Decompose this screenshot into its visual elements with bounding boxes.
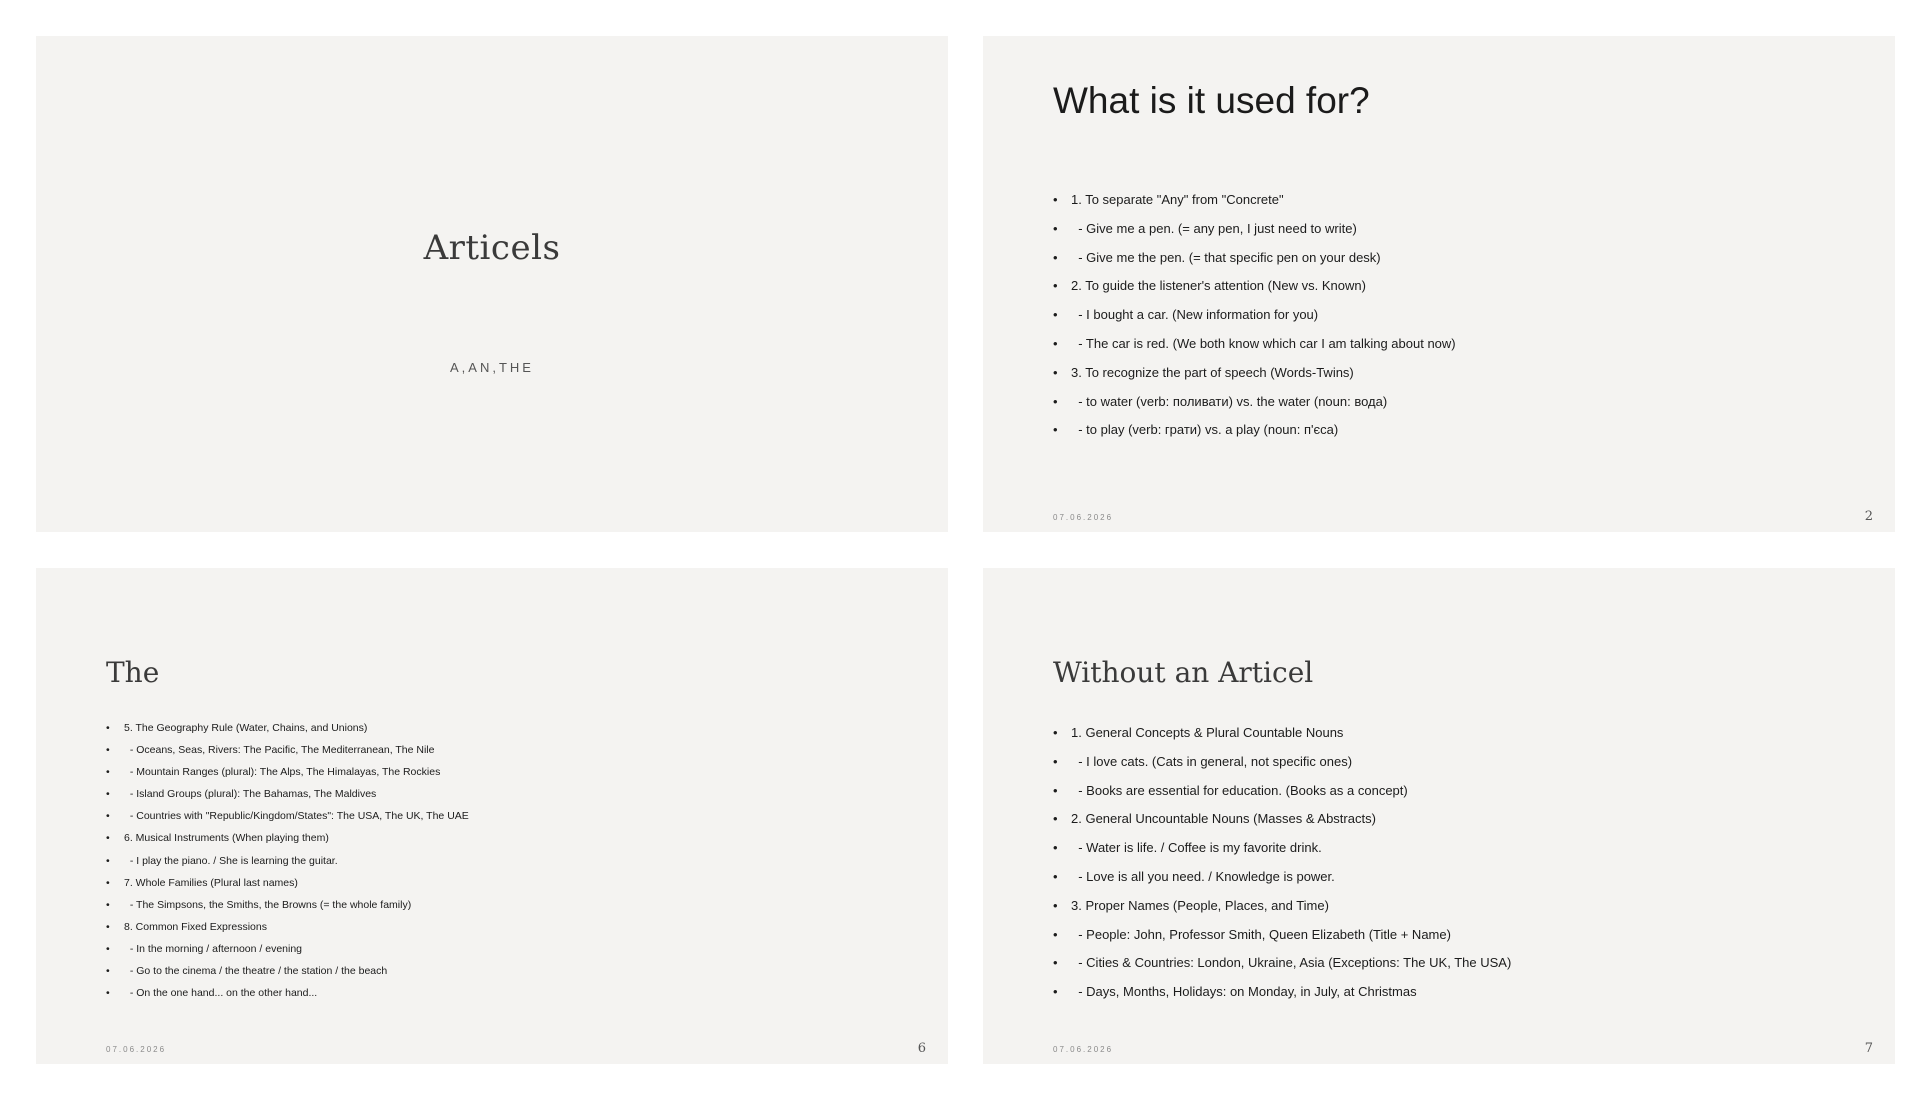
bullet-text: - I love cats. (Cats in general, not specific ones) (1071, 753, 1353, 769)
bullet-text: - In the morning / afternoon / evening (124, 942, 303, 955)
bullet-item (1053, 278, 1456, 307)
bullet-text: 3. To recognize the part of speech (Words-Twins) (1071, 364, 1354, 380)
bullet-text: 3. Proper Names (People, Places, and Time) (1071, 897, 1329, 913)
bullet-dot-icon: • (1053, 422, 1058, 438)
bullet-dot-icon: • (1053, 192, 1058, 207)
bullet-item (106, 921, 469, 943)
bullet-dot-icon: • (1053, 926, 1058, 942)
bullet-dot-icon: • (1053, 393, 1058, 409)
bullet-dot-icon: • (1053, 782, 1058, 798)
slide-title: What is it used for? (1053, 80, 1370, 121)
bullet-dot-icon: • (1053, 307, 1058, 323)
bullet-dot-icon: • (1053, 897, 1058, 913)
slide-page-number: 2 (1864, 509, 1873, 524)
bullet-text: - Island Groups (plural): The Bahamas, The Maldives (124, 788, 377, 801)
bullet-dot-icon: • (1053, 753, 1058, 769)
bullet-text: - Days, Months, Holidays: on Monday, in July, at Christmas (1071, 984, 1417, 1000)
bullet-text: - The Simpsons, the Smiths, the Browns (= the whole family) (124, 898, 412, 911)
bullet-dot-icon: • (1053, 811, 1058, 827)
bullet-item (1053, 365, 1456, 394)
bullet-item (106, 943, 469, 965)
bullet-text: 7. Whole Families (Plural last names) (124, 876, 298, 889)
bullet-dot-icon: • (1053, 868, 1058, 884)
bullet-dot-icon: • (106, 942, 110, 955)
slide-thumbnail-the[interactable] (36, 568, 948, 1064)
bullet-text: - to play (verb: грати) vs. a play (noun: п'єса) (1071, 422, 1339, 438)
bullet-item (106, 855, 469, 877)
bullet-dot-icon: • (1053, 278, 1058, 294)
bullet-text: 8. Common Fixed Expressions (124, 920, 267, 933)
bullet-item (1053, 984, 1511, 1013)
bullet-text: - I play the piano. / She is learning the guitar. (124, 854, 338, 867)
bullet-text: - Water is life. / Coffee is my favorite drink. (1071, 840, 1322, 856)
bullet-item (1053, 336, 1456, 365)
bullet-item (1053, 754, 1511, 783)
bullet-text: - Love is all you need. / Knowledge is power. (1071, 868, 1335, 884)
bullet-item (106, 877, 469, 899)
slide-thumbnail-title[interactable] (36, 36, 948, 532)
bullet-dot-icon: • (106, 810, 110, 823)
bullet-item (106, 987, 469, 1009)
bullet-item (1053, 394, 1456, 423)
bullet-item (106, 766, 469, 788)
bullet-list (106, 722, 469, 1009)
bullet-text: 2. To guide the listener's attention (New vs. Known) (1071, 278, 1366, 294)
bullet-text: - Cities & Countries: London, Ukraine, Asia (Exceptions: The UK, The USA) (1071, 955, 1512, 971)
bullet-text: - Give me the pen. (= that specific pen on your desk) (1071, 249, 1381, 265)
slide-thumbnail-usage[interactable] (983, 36, 1895, 532)
bullet-dot-icon: • (106, 987, 110, 1000)
bullet-item (106, 744, 469, 766)
bullet-list (1053, 725, 1511, 1013)
bullet-text: - Mountain Ranges (plural): The Alps, The Himalayas, The Rockies (124, 766, 441, 779)
bullet-text: - Give me a pen. (= any pen, I just need to write) (1071, 220, 1357, 236)
bullet-text: 6. Musical Instruments (When playing them) (124, 832, 329, 845)
bullet-text: - Books are essential for education. (Books as a concept) (1071, 782, 1408, 798)
bullet-item (1053, 840, 1511, 869)
bullet-item (1053, 192, 1456, 221)
bullet-dot-icon: • (106, 766, 110, 779)
slide-subtitle: A,AN,THE (450, 360, 534, 375)
bullet-text: - Oceans, Seas, Rivers: The Pacific, The Mediterranean, The Nile (124, 744, 435, 757)
bullet-dot-icon: • (106, 965, 110, 978)
bullet-item (106, 810, 469, 832)
bullet-dot-icon: • (106, 920, 110, 933)
bullet-dot-icon: • (1053, 725, 1058, 740)
bullet-text: - I bought a car. (New information for you) (1071, 307, 1319, 323)
bullet-text: 2. General Uncountable Nouns (Masses & Abstracts) (1071, 811, 1376, 827)
bullet-dot-icon: • (106, 722, 110, 734)
bullet-dot-icon: • (1053, 955, 1058, 971)
slide-title: Without an Articel (1053, 656, 1314, 689)
bullet-text: - to water (verb: поливати) vs. the water (noun: вода) (1071, 393, 1388, 409)
bullet-item (1053, 725, 1511, 754)
bullet-item (1053, 783, 1511, 812)
slide-date: 07.06.2026 (106, 1045, 167, 1054)
bullet-dot-icon: • (1053, 364, 1058, 380)
slide-title: The (106, 656, 160, 689)
slide-thumbnail-without-article[interactable] (983, 568, 1895, 1064)
bullet-item (1053, 869, 1511, 898)
bullet-item (1053, 927, 1511, 956)
bullet-dot-icon: • (1053, 840, 1058, 856)
bullet-dot-icon: • (1053, 220, 1058, 236)
bullet-dot-icon: • (106, 854, 110, 867)
bullet-text: - People: John, Professor Smith, Queen Elizabeth (Title + Name) (1071, 926, 1451, 942)
bullet-item (106, 899, 469, 921)
bullet-item (1053, 221, 1456, 250)
bullet-item (1053, 307, 1456, 336)
bullet-text: 1. To separate "Any" from "Concrete" (1071, 192, 1284, 207)
slide-page-number: 7 (1864, 1041, 1873, 1056)
bullet-dot-icon: • (1053, 249, 1058, 265)
bullet-text: - On the one hand... on the other hand... (124, 987, 318, 1000)
bullet-text: - Countries with "Republic/Kingdom/States": The USA, The UK, The UAE (124, 810, 469, 823)
bullet-list (1053, 192, 1456, 451)
bullet-item (106, 832, 469, 854)
bullet-dot-icon: • (106, 876, 110, 889)
bullet-text: - The car is red. (We both know which car I am talking about now) (1071, 335, 1456, 351)
bullet-dot-icon: • (106, 898, 110, 911)
bullet-item (106, 788, 469, 810)
bullet-item (106, 722, 469, 744)
bullet-item (1053, 250, 1456, 279)
slide-title: Articels (423, 228, 561, 268)
slide-date: 07.06.2026 (1053, 1045, 1114, 1054)
slide-date: 07.06.2026 (1053, 513, 1114, 522)
bullet-dot-icon: • (1053, 984, 1058, 1000)
bullet-item (1053, 422, 1456, 451)
bullet-dot-icon: • (1053, 335, 1058, 351)
bullet-item (1053, 955, 1511, 984)
bullet-dot-icon: • (106, 832, 110, 845)
bullet-text: - Go to the cinema / the theatre / the station / the beach (124, 965, 388, 978)
bullet-text: 1. General Concepts & Plural Countable Nouns (1071, 725, 1344, 740)
bullet-dot-icon: • (106, 744, 110, 757)
bullet-item (106, 965, 469, 987)
bullet-dot-icon: • (106, 788, 110, 801)
bullet-item (1053, 811, 1511, 840)
slide-page-number: 6 (917, 1041, 926, 1056)
bullet-item (1053, 898, 1511, 927)
bullet-text: 5. The Geography Rule (Water, Chains, and Unions) (124, 722, 368, 734)
